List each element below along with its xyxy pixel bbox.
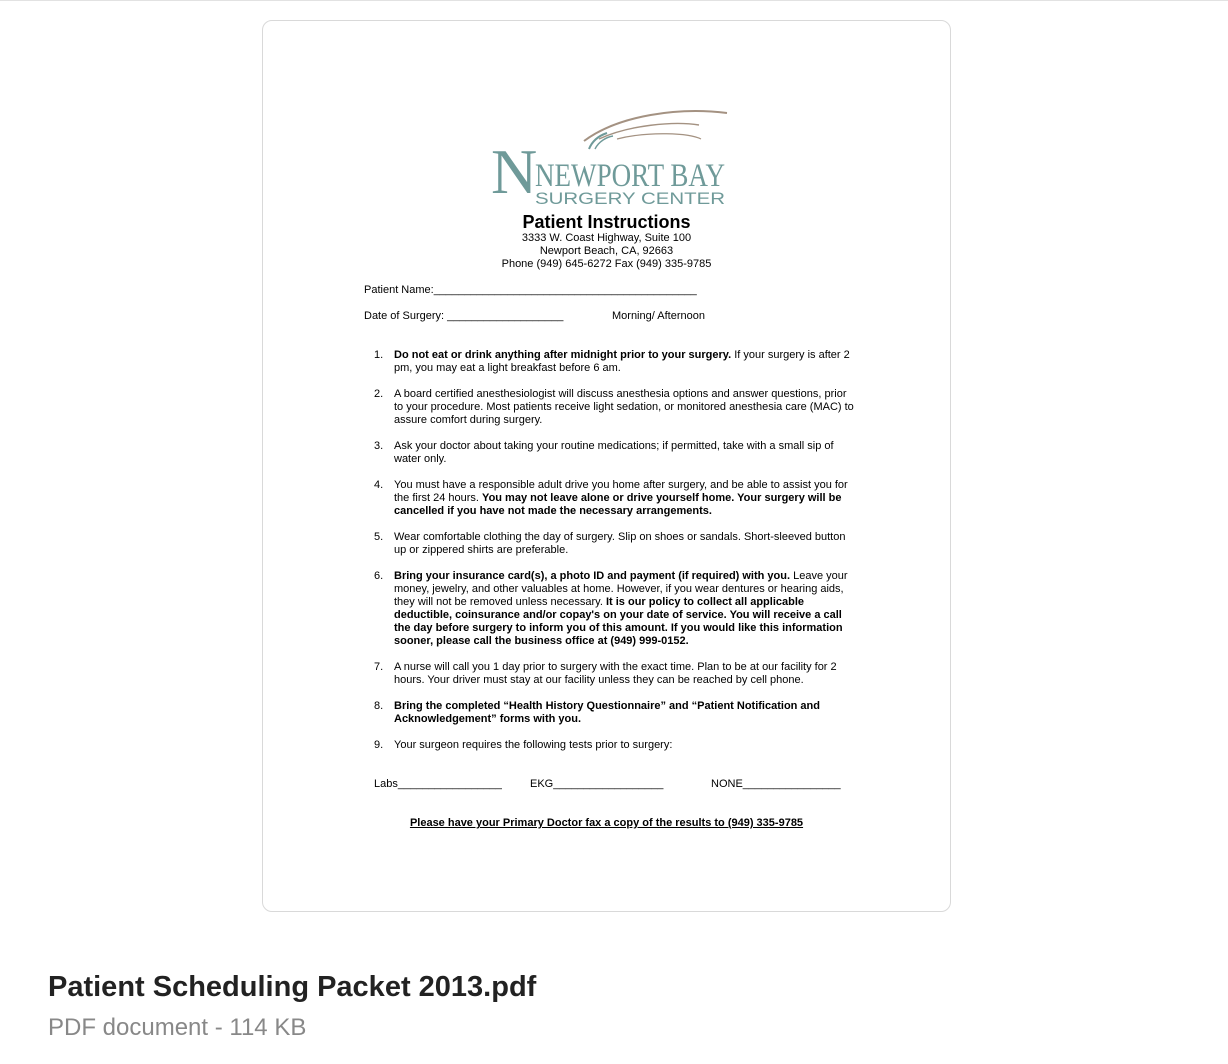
item-number: 7.: [374, 661, 384, 673]
item-text: Wear comfortable clothing the day of surgery. Slip on shoes or sandals. Short-sleeved button up or zippered shirts are preferable.: [394, 531, 846, 556]
top-divider: [0, 0, 1228, 1]
address-line-2: Newport Beach, CA, 92663: [539, 245, 674, 257]
item-bold: Bring your insurance card(s), a photo ID and payment (if required) with you.: [394, 570, 791, 582]
logo-line1: NEWPORT BAY: [535, 158, 725, 194]
item-text: A board certified anesthesiologist will discuss anesthesia options and answer questions, prior to your procedure. Most patients receive light sedation, or monitored anesthesia care (MAC) to assure comfort during surgery.: [394, 388, 854, 426]
instruction-item: [374, 570, 854, 648]
instruction-item: [374, 739, 854, 752]
item-number: 8.: [374, 700, 384, 712]
instruction-item: [374, 700, 854, 726]
item-text: If your surgery is after 2 pm, you may eat a light breakfast before 6 am.: [394, 349, 850, 374]
file-meta: PDF document - 114 KB: [48, 1014, 307, 1041]
item-number: 1.: [374, 349, 384, 361]
ekg-field: EKG__________________: [530, 778, 664, 790]
none-field: NONE________________: [711, 778, 841, 790]
morning-afternoon-label: Morning/ Afternoon: [612, 310, 705, 322]
item-bold: Do not eat or drink anything after midnight prior to your surgery.: [394, 349, 732, 361]
item-bold: You may not leave alone or drive yourself home. Your surgery will be cancelled if you have not made the necessary arrangements.: [394, 492, 842, 517]
item-number: 6.: [374, 570, 384, 582]
logo-line2: SURGERY CENTER: [535, 189, 725, 208]
logo-graphic: [489, 109, 729, 208]
instruction-item: [374, 479, 854, 518]
pdf-page-preview[interactable]: [262, 20, 951, 912]
item-number: 9.: [374, 739, 384, 751]
instruction-list: [374, 349, 854, 765]
item-number: 5.: [374, 531, 384, 543]
instruction-item: [374, 531, 854, 557]
item-number: 3.: [374, 440, 384, 452]
newport-bay-logo: [489, 109, 729, 208]
instruction-item: [374, 440, 854, 466]
document-title: Patient Instructions: [522, 212, 691, 232]
item-text: Ask your doctor about taking your routine medications; if permitted, take with a small sip of water only.: [394, 440, 834, 465]
instruction-item: [374, 388, 854, 427]
phone-fax-line: Phone (949) 645-6272 Fax (949) 335-9785: [501, 258, 712, 270]
logo-initial: N: [491, 136, 538, 207]
item-text: A nurse will call you 1 day prior to surgery with the exact time. Plan to be at our facility for 2 hours. Your driver must stay at our facility unless they can be reached by cell phone.: [394, 661, 837, 686]
item-number: 2.: [374, 388, 384, 400]
instruction-item: [374, 349, 854, 375]
labs-field: Labs_________________: [374, 778, 502, 790]
item-text: Leave your money, jewelry, and other valuables at home. However, if you wear dentures or hearing aids, they will not be removed unless necessary.: [394, 570, 848, 608]
item-bold: Bring the completed “Health History Questionnaire” and “Patient Notification and Acknowledgement” forms with you.: [394, 700, 820, 725]
address-line-1: 3333 W. Coast Highway, Suite 100: [521, 232, 692, 244]
instruction-item: [374, 661, 854, 687]
item-number: 4.: [374, 479, 384, 491]
file-name: Patient Scheduling Packet 2013.pdf: [48, 971, 537, 1003]
item-text: You must have a responsible adult drive you home after surgery, and be able to assist you for the first 24 hours.: [394, 479, 848, 504]
fax-results-notice: Please have your Primary Doctor fax a copy of the results to (949) 335-9785: [409, 817, 804, 829]
date-of-surgery-field: Date of Surgery: ___________________: [364, 310, 564, 322]
item-bold: It is our policy to collect all applicable deductible, coinsurance and/or copay's on your date of service. You will receive a call the day before surgery to inform you of this amount. If you would like this information sooner, please call the business office at (949) 999-0152.: [394, 596, 843, 647]
item-text: Your surgeon requires the following tests prior to surgery:: [394, 739, 673, 751]
patient-name-field: Patient Name:___________________________________________: [364, 284, 697, 296]
